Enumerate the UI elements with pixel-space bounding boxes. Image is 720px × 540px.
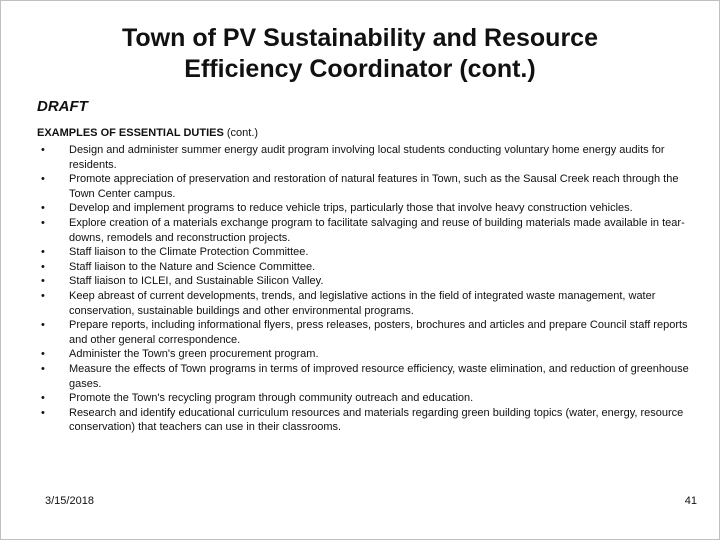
duty-item: • Promote appreciation of preservation and restoration of natural features in Town, such as the Sausal Creek reach through the Town Center campus. bbox=[37, 172, 691, 201]
section-heading-main: EXAMPLES OF ESSENTIAL DUTIES bbox=[37, 127, 224, 139]
duty-item: • Prepare reports, including informational flyers, press releases, posters, brochures and articles and prepare Council staff reports and other general correspondence. bbox=[37, 318, 691, 347]
footer-date: 3/15/2018 bbox=[45, 495, 94, 507]
duty-item: • Administer the Town's green procurement program. bbox=[37, 347, 691, 362]
footer-page-number: 41 bbox=[684, 495, 697, 507]
duty-item: • Staff liaison to the Climate Protection Committee. bbox=[37, 245, 691, 260]
duty-item: • Staff liaison to ICLEI, and Sustainable Silicon Valley. bbox=[37, 274, 691, 289]
duties-list bbox=[37, 143, 691, 435]
duty-item: • Staff liaison to the Nature and Science Committee. bbox=[37, 260, 691, 275]
slide-title: Town of PV Sustainability and Resource Efficiency Coordinator (cont.) bbox=[121, 24, 598, 83]
duty-item: • Research and identify educational curriculum resources and materials regarding green building topics (water, energy, resource conservation) that teachers can use in their classrooms. bbox=[37, 406, 691, 435]
section-heading-cont: (cont.) bbox=[223, 127, 259, 139]
duty-item: • Design and administer summer energy audit program involving local students conducting voluntary home energy audits for residents. bbox=[37, 143, 691, 172]
duty-item: • Measure the effects of Town programs in terms of improved resource efficiency, waste elimination, and reduction of greenhouse gases. bbox=[37, 362, 691, 391]
duty-item: • Keep abreast of current developments, trends, and legislative actions in the field of integrated waste management, water conservation, sustainable buildings and other environmental programs. bbox=[37, 289, 691, 318]
slide-footer bbox=[45, 495, 697, 507]
duty-item: • Develop and implement programs to reduce vehicle trips, particularly those that involve heavy construction vehicles. bbox=[37, 201, 691, 216]
duty-item: • Explore creation of a materials exchange program to facilitate salvaging and reuse of building materials made available in tear-downs, remodels and reconstruction projects. bbox=[37, 216, 691, 245]
draft-label: DRAFT bbox=[37, 98, 88, 115]
duty-item: • Promote the Town's recycling program through community outreach and education. bbox=[37, 391, 691, 406]
section-heading bbox=[37, 127, 719, 139]
